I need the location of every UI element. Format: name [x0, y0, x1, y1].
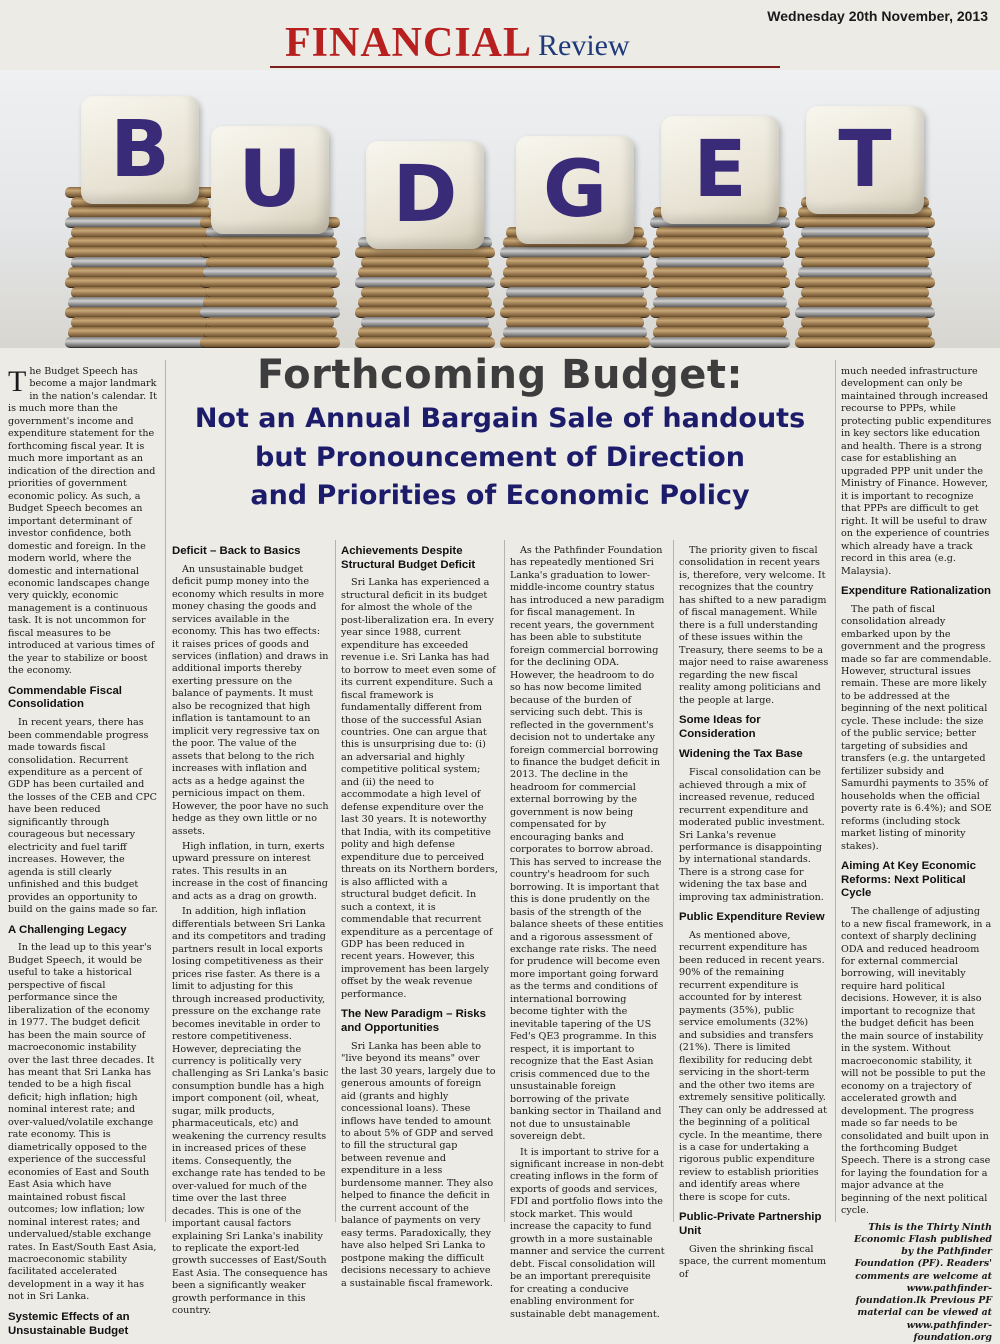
letter-die: D — [366, 141, 484, 249]
paragraph: In recent years, there has been commendable progress made towards fiscal consolidation. Recurrent expenditure as a percent of GDP has been curtailed and the losses of the CEB and CPC have been reduced significantly through courageous but necessary electricity and fuel tariff increases. However, the agenda is still clearly unfinished and this budget provides an opportunity to build on the gains made so far. — [8, 717, 158, 916]
letter-die: E — [661, 116, 779, 224]
paragraph: Given the shrinking fiscal space, the current momentum of — [679, 1243, 827, 1280]
paragraph: much needed infrastructure development can only be maintained through increased recourse to PPPs, while protecting public expenditures in key sectors like education and health. There is a strong case for establishing an upgraded PPP unit under the Ministry of Finance. However, it is important to recognize that PPPs are difficult to get right. It will be useful to draw on the experience of countries which already have a track record in this area (e.g. Malaysia). — [841, 366, 992, 577]
heading-ppp: Public-Private Partnership Unit — [679, 1211, 822, 1237]
paragraph: It is important to strive for a significant increase in non-debt creating inflows in the form of exports of goods and services, FDI and portfolio flows into the stock market. This would increase the capacity to fund growth in a more sustainable manner and service the current debt. Fiscal consolidation will be an important prerequisite for creating a conducive enabling environment for sustainable debt management. — [510, 1146, 665, 1320]
headline — [170, 352, 830, 514]
masthead-rule — [270, 66, 780, 68]
heading-commendable: Commendable Fiscal Consolidation — [8, 684, 122, 711]
heading-achievements: Achievements Despite Structural Budget Deficit — [341, 545, 476, 571]
heading-reforms: Aiming At Key Economic Reforms: Next Political Cycle — [841, 860, 977, 900]
heading-rationalization: Expenditure Rationalization — [841, 584, 991, 597]
heading-legacy: A Challenging Legacy — [8, 923, 127, 936]
headline-main: Forthcoming Budget: — [256, 352, 744, 398]
letter-die: U — [211, 126, 329, 234]
coin-stack — [795, 198, 935, 348]
headline-sub-3: and Priorities of Economic Policy — [250, 480, 750, 512]
paragraph: As mentioned above, recurrent expenditure has been reduced in recent years. 90% of the remaining recurrent expenditure is accounted for by interest payments (35%), public service emoluments (32%) and subsidies and transfers (21%). There is limited flexibility for reducing debt servicing in the short-term and the other two items are extremely sensitive politically. They can only be addressed at the beginning of a political cycle. In the meantime, there is a case for undertaking a rigorous public expenditure review to establish priorities and identify areas where there is scope for cuts. — [679, 930, 827, 1203]
paragraph: An unsustainable budget deficit pump money into the economy which results in more money chasing the goods and services available in the economy. This has two effects: it raises prices of goods and services (inflation) and draws in additional imports thereby exerting pressure on the balance of payments. It must also be recognized that high inflation is tantamount to an implicit very regressive tax on the poor. The value of the assets that belong to the rich increases with inflation and acts as a hedge against the pernicious impact on them. However, the poor have no such hedge as they own little or no assets. — [172, 563, 329, 837]
heading-deficit: Deficit – Back to Basics — [172, 545, 301, 557]
masthead-financial: FINANCIAL — [285, 20, 533, 66]
column-5 — [679, 545, 829, 1284]
paragraph: As the Pathfinder Foundation has repeatedly mentioned Sri Lanka's graduation to lower-middle-income country status has introduced a new paradigm for fiscal management. In recent years, the government has been able to substitute foreign commercial borrowing for the declining ODA. However, the headroom to do so has now become limited because of the burden of servicing such debt. This is reflected in the government's decision not to undertake any foreign commercial borrowing to finance the budget deficit in 2013. The decline in the headroom for commercial external borrowing by the government is now being compensated for by encouraging banks and corporates to borrow abroad. This has served to increase the country's headroom for such borrowing. It is important that this is done prudently on the basis of the strength of the balance sheets of these entities and a rigorous assessment of exchange rate risks. The need for prudence will become even more important going forward as the terms and conditions of international borrowing become tighter with the inevitable tapering of the US Fed's QE3 programme. In this respect, it is important to recognize that the East Asian crisis commenced due to the unsustainable foreign borrowing of the private banking sector in Thailand and not due to unsustainable sovereign debt. — [510, 545, 665, 1143]
heading-ideas: Some Ideas for Consideration — [679, 714, 761, 740]
paragraph: The priority given to fiscal consolidation in recent years is, therefore, very welcome. It recognizes that the country has shifted to a new paradigm of fiscal management. While there is a full understanding of these issues within the Treasury, there seems to be a major need to raise awareness regarding the new fiscal reality among politicians and the people at large. — [679, 545, 829, 706]
column-6 — [841, 366, 992, 1344]
footer-note: This is the Thirty Ninth Economic Flash published by the Pathfinder Foundation (PF). Readers' comments are welcome at www.pathfinder-foundation.lk Previous PF material can be viewed at www.pathfinder-foundation.org — [854, 1221, 992, 1343]
coin-stack — [650, 208, 790, 348]
coin-stack — [65, 188, 215, 348]
paragraph: Sri Lanka has experienced a structural deficit in its budget for almost the whole of the post-liberalization era. In every year since 1988, current expenditure has exceeded revenue i.e. Sri Lanka has had to borrow to meet even some of its current expenditure. Such a fiscal framework is fundamentally different from those of the successful Asian countries. One can argue that this is unsurprising due to: (i) an adversarial and highly competitive political system; and (ii) the need to accommodate a high level of defense expenditure over the last 30 years. It is noteworthy that India, with its competitive polity and high defense expenditure due to perceived threats on its Northern borders, is also afflicted with a structural budget deficit. In such a context, it is commendable that recurrent expenditure as a percentage of GDP has been reduced in recent years. However, this improvement has been largely offset by the weak revenue performance. — [341, 577, 498, 1000]
column-divider — [673, 540, 674, 1222]
column-divider — [504, 540, 505, 1222]
coin-stack — [200, 218, 340, 348]
column-divider — [165, 360, 166, 1222]
headline-sub-2: but Pronouncement of Direction — [255, 441, 745, 473]
column-divider — [335, 540, 336, 1222]
column-1 — [8, 366, 158, 1343]
paragraph: The path of fiscal consolidation already embarked upon by the government and the progress made so far are commendable. However, structural issues remain. These are more likely to be addressed at the beginning of the next political cycle. These include: the size of the public service; better targeting of subsidies and transfers (e.g. the untargeted fertilizer subsidy and Samurdhi payments to 35% of households when the official poverty rate is 6.4%); and SOE reforms (including stock market listing of minority stakes). — [841, 603, 992, 852]
column-divider — [835, 360, 836, 1222]
paragraph: Sri Lanka has been able to "live beyond its means" over the last 30 years, largely due to generous amounts of foreign aid (grants and highly concessional loans). These inflows have tended to amount to about 5% of GDP and served to fill the structural gap between revenue and expenditure in a less burdensome manner. They also helped to finance the deficit in the current account of the balance of payments on very easy terms. Paradoxically, they have also helped Sri Lanka to postpone making the difficult decisions necessary to achieve a sustainable fiscal framework. — [341, 1040, 496, 1289]
paragraph: In addition, high inflation differentials between Sri Lanka and its competitors and trading partners result in local exports losing competitiveness as their prices rise faster. As there is a limit to adjusting for this through increased productivity, pressure on the exchange rate becomes inevitable in order to restore competitiveness. However, depreciating the currency is politically very challenging as Sri Lanka's basic consumption bundle has a high import component (oil, wheat, sugar, milk products, pharmaceuticals, etc) and weakening the currency results in increased prices of these items. Consequently, the exchange rate has tended to be over-valued for much of the time over the last three decades. This is one of the important causal factors explaining Sri Lanka's inability to replicate the export-led growth successes of East/South East Asia. The consequence has been a significantly weaker growth performance in this country. — [172, 906, 329, 1317]
heading-paradigm: The New Paradigm – Risks and Opportunities — [341, 1008, 486, 1034]
heading-tax: Widening the Tax Base — [679, 748, 803, 761]
column-2 — [172, 545, 329, 1321]
masthead-review: Review — [538, 29, 630, 62]
letter-die: B — [81, 96, 199, 204]
heading-systemic: Systemic Effects of an Unsustainable Budget — [8, 1310, 130, 1337]
paragraph: High inflation, in turn, exerts upward pressure on interest rates. This results in an increase in the cost of financing and acts as a drag on growth. — [172, 841, 328, 902]
coin-stack — [355, 238, 495, 348]
coin-stack — [500, 228, 650, 348]
headline-sub-1: Not an Annual Bargain Sale of handouts — [194, 403, 806, 434]
column-3 — [341, 545, 498, 1293]
paragraph: Fiscal consolidation can be achieved through a mix of increased revenue, reduced recurrent expenditure and moderated public investment. Sri Lanka's revenue performance is disappointing by international standards. There is a strong case for widening the tax base and improving tax administration. — [679, 767, 825, 903]
paragraph: The challenge of adjusting to a new fiscal framework, in a context of sharply declining ODA and reduced headroom for external commercial borrowing, will inevitably require hard political decisions. However, it is also important to recognize that the budget deficit has been the main source of instability in the system. Without macroeconomic stability, it will not be possible to put the economy on a trajectory of accelerated growth and development. The progress made so far needs to be consolidated and built upon in the forthcoming Budget Speech. There is a strong case for laying the foundation for a major advance at the beginning of the next political cycle. — [841, 906, 992, 1217]
drop-cap: T — [8, 365, 27, 398]
column-4 — [510, 545, 667, 1324]
letter-die: T — [806, 106, 924, 214]
paragraph: In the lead up to this year's Budget Speech, it would be useful to take a historical perspective of fiscal performance since the liberalization of the economy in 1977. The budget deficit has been the main source of macroeconomic instability over the last three decades. It has meant that Sri Lanka has tended to be a high fiscal deficit; high inflation; high nominal interest rate; and over-valued/volatile exchange rate economy. This is diametrically opposed to the experience of the successful economies of East and South East Asia which have maintained robust fiscal outcomes; low inflation; low nominal interest rates; and undervalued/stable exchange rates. In East/South East Asia, macroeconomic stability facilitated accelerated development in a way it has not in Sri Lanka. — [8, 942, 157, 1303]
budget-photo — [0, 70, 1000, 348]
dateline: Wednesday 20th November, 2013 — [767, 8, 988, 24]
masthead — [285, 18, 630, 64]
intro-paragraph: The Budget Speech has become a major landmark in the nation's calendar. It is much more than the government's income and expenditure statement for the forthcoming fiscal year. It is much more important as an indication of the direction and priorities of government economic policy. As such, a Budget Speech becomes an important determinant of investor confidence, both domestic and foreign. In the modern world, where the domestic and international economic landscapes change very quickly, economic management is a continuous task. It is not uncommon for fiscal measures to be introduced at various times of the year to stabilize or boost the economy. — [8, 365, 157, 677]
heading-review: Public Expenditure Review — [679, 911, 825, 924]
letter-die: G — [516, 136, 634, 244]
